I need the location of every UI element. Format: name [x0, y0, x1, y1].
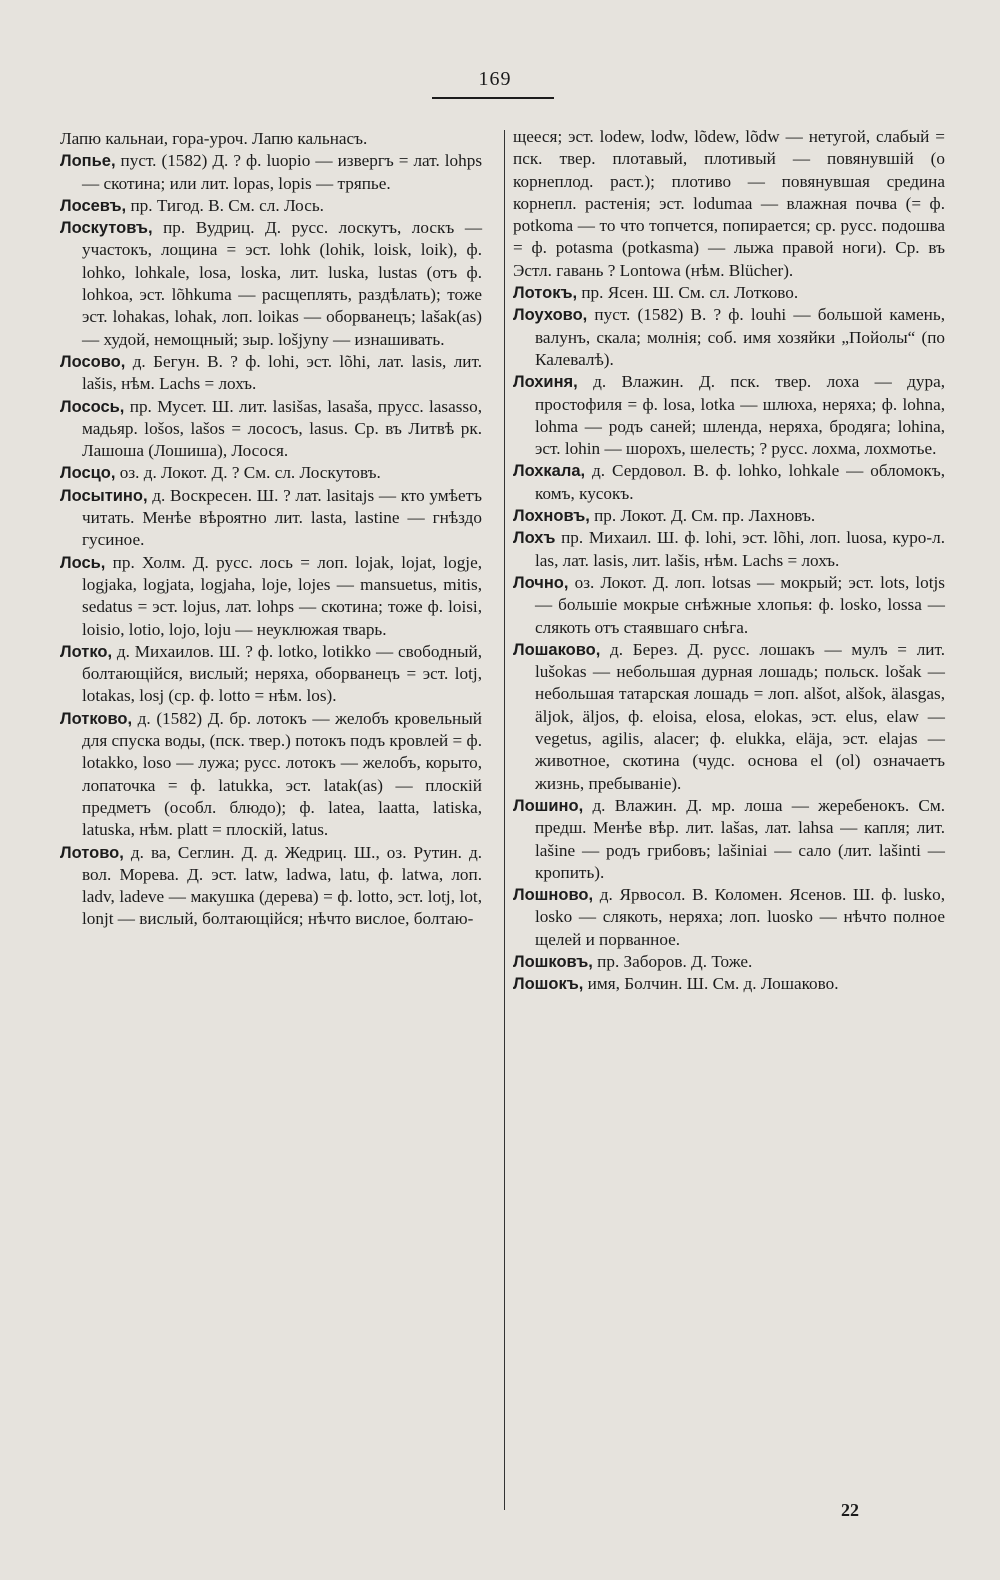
entry-text: щееся; эст. lodew, lodw, lõdew, lõdw — нетугой, слабый = пск. твер. плотавый, плотивый — повянувшій (о корнеплод. раст.); плотиво — повянувшая средина корнепл. растенія; эст. lodumaa — влажная почва (= ф. potkoma — то что топчется, попирается; ср. русс. подошва = ф. potasma (potkasma) — лыжа правой ноги). Ср. въ Эстл. гавань ? Lontowa (нѣм. Blücher). [513, 127, 945, 280]
dictionary-entry [60, 217, 482, 351]
entry-headword: Лохновъ, [513, 507, 590, 526]
entry-text: д. Сердовол. В. ф. lohko, lohkale — обломокъ, комъ, кусокъ. [535, 461, 946, 503]
dictionary-entry [513, 884, 945, 951]
entry-headword: Лотокъ, [513, 284, 578, 303]
dictionary-entry [513, 505, 945, 527]
dictionary-entry [60, 396, 482, 463]
dictionary-entry [513, 795, 945, 884]
entry-headword: Лочно, [513, 573, 569, 592]
dictionary-entry [513, 527, 945, 572]
dictionary-entry [513, 973, 945, 995]
entry-text: д. Ярвосол. В. Коломен. Ясенов. Ш. ф. lusko, losko — слякоть, неряха; лоп. luosko — нѣчто полное щелей и порванное. [535, 885, 945, 949]
entry-headword: Лоухово, [513, 306, 588, 325]
dictionary-entry [60, 842, 482, 931]
dictionary-entry [60, 485, 482, 552]
dictionary-entry [60, 462, 482, 484]
entry-headword: Лошокъ, [513, 975, 584, 994]
entry-headword: Лосось, [60, 397, 125, 416]
page-number: 169 [478, 68, 512, 90]
entry-text: д. Влажин. Д. пск. твер. лоха — дура, простофиля = ф. losa, lotka — шлюха, неряха; ф. lohna, lohma — родъ саней; шленда, неряха, бродяга; lohina, эст. lohin — шорохъ, шелесть; ? русс. лохма, лохмотье. [535, 372, 946, 459]
entry-text: пуст. (1582) В. ? ф. louhi — большой камень, валунъ, скала; молнія; соб. имя хозяйки „Пойолы“ (по Калевалѣ). [535, 305, 945, 369]
entry-text: пр. Тигод. В. См. сл. Лось. [130, 195, 324, 215]
dictionary-entry [60, 195, 482, 217]
entry-text: д. Влажин. Д. мр. лоша — жеребенокъ. См. предш. Менѣе вѣр. лит. lašas, лат. lahsa — капля; лит. lašine — родъ грибовъ; lašiniai — сало (лит. lašinti — кропить). [535, 795, 946, 882]
entry-headword: Лось, [60, 553, 106, 572]
right-column [513, 126, 945, 996]
dictionary-entry [513, 371, 945, 460]
entry-headword: Лоскутовъ, [60, 219, 153, 238]
entry-text: оз. Локот. Д. лоп. lotsas — мокрый; эст. lots, lotjs — большіе мокрые снѣжные хлопья: ф. losko, lossa — слякоть отъ стаявшаго снѣга. [535, 572, 945, 637]
dictionary-entry [60, 128, 482, 150]
header-rule [432, 97, 554, 99]
entry-text: пр. Мусет. Ш. лит. lasišas, lasaša, прусс. lasasso, мадьяр. lošos, lašos = лососъ, lasus. Ср. въ Литвѣ рк. Лашоша (Лошиша), Лосося. [82, 396, 483, 461]
entry-text: пр. Ясен. Ш. См. сл. Лотково. [581, 283, 799, 303]
dictionary-entry [60, 351, 482, 396]
dictionary-entry [60, 552, 482, 641]
entry-text: пр. Вудриц. Д. русс. лоскутъ, лоскъ — участокъ, лощина = эст. lohk (lohik, loisk, loik), ф. lohko, lohkale, losa, loska, лит. luska, lustas (отъ ф. lohkoa, эст. lõhkuma — расщеплять, раздѣлать); тоже эст. lohakas, lohak, лоп. loikas — оборванецъ; lašak(as) — худой, немощный; зыр. lošjyny — изнашивать. [82, 218, 483, 349]
dictionary-entry [513, 282, 945, 304]
dictionary-entry [513, 639, 945, 795]
entry-headword: Лотко, [60, 642, 113, 661]
entry-text: оз. д. Локот. Д. ? См. сл. Лоскутовъ. [119, 463, 381, 483]
entry-text: д. Берез. Д. русс. лошакъ — мулъ = лит. lušokas — небольшая дурная лошадь; польск. lošak — небольшая татарская лошадь = лоп. alšot, alšok, älasgas, äljok, äljos, ф. eloisa, elosa, elokas, эст. elus, elaw — vegetus, agilis, alacer; ф. elukka, eläja, эст. elajas — животное, скотина (чудс. основа el (ol) означаетъ жизнь, пребываніе). [535, 639, 946, 793]
left-column [60, 128, 482, 931]
entry-headword: Лосевъ, [60, 196, 127, 215]
entry-headword: Лохъ [513, 529, 556, 548]
dictionary-entry [60, 708, 482, 842]
dictionary-entry [513, 951, 945, 973]
entry-headword: Лосово, [60, 352, 126, 371]
entry-text: Лапю кальнаи, гора-уроч. Лапю кальнасъ. [60, 129, 368, 148]
entry-headword: Лохиня, [513, 373, 578, 392]
entry-headword: Лотово, [60, 843, 124, 862]
entry-text: д. Михаилов. Ш. ? ф. lotko, lotikko — свободный, болтающійся, вислый; неряха, оборванецъ = эст. lotj, lotakas, losj (ср. ф. lotto = нѣм. los). [82, 641, 483, 706]
entry-text: д. ва, Сеглин. Д. д. Жедриц. Ш., оз. Рутин. д. вол. Морева. Д. эст. latw, ladwa, latu, ф. latwa, лоп. ladv, ladeve — макушка (дерева) = ф. lotto, эст. lotj, lot, lonjt — вислый, болтающійся; нѣчто вислое, болтаю- [82, 842, 483, 929]
entry-text: пр. Михаил. Ш. ф. lohi, эст. lõhi, лоп. luosa, куро-л. las, лат. lasis, лит. lašis, нѣм. Lachs = лохъ. [535, 528, 945, 570]
entry-text: д. (1582) Д. бр. лотокъ — желобъ кровельный для спуска воды, (пск. твер.) потокъ подъ кровлей = ф. lotakko, loso — лужа; русс. лотокъ — желобъ, корыто, лопаточка = ф. latukka, эст. latak(as) — плоскій предметъ (особл. блюдо); ф. latea, laatta, latiska, latuska, нѣм. platt = плоскій, latus. [82, 708, 482, 840]
entry-headword: Лопье, [60, 152, 116, 171]
entry-headword: Лошаково, [513, 640, 601, 659]
entry-headword: Лошковъ, [513, 952, 593, 971]
entry-text: д. Воскресен. Ш. ? лат. lasitajs — кто умѣетъ читать. Менѣе вѣроятно лит. lasta, lastine — гнѣздо гусиное. [82, 485, 483, 550]
printer-signature: 22 [841, 1500, 859, 1520]
entry-headword: Лосытино, [60, 486, 148, 505]
dictionary-entry [60, 150, 482, 195]
entry-headword: Лошино, [513, 796, 584, 815]
entry-headword: Лошново, [513, 886, 594, 905]
dictionary-entry [60, 641, 482, 708]
entry-text: имя, Болчин. Ш. См. д. Лошаково. [587, 974, 839, 994]
entry-text: д. Бегун. В. ? ф. lohi, эст. lõhi, лат. lasis, лит. lašis, нѣм. Lachs = лохъ. [82, 351, 483, 394]
entry-text: пр. Холм. Д. русс. лось = лоп. lojak, lojat, logje, logjaka, logjata, logjaha, loje, lojes — mansuetus, mitis, sedatus = эст. lojus, лат. lohps — скотина; тоже ф. loisi, loisio, lotio, lojo, loju — неуклюжая тварь. [82, 552, 483, 639]
dictionary-entry [513, 572, 945, 639]
entry-text: пр. Заборов. Д. Тоже. [597, 951, 753, 971]
dictionary-entry [513, 126, 945, 282]
entry-headword: Лосцо, [60, 464, 116, 483]
dictionary-entry [513, 460, 945, 505]
column-divider [504, 130, 505, 1510]
entry-text: пр. Локот. Д. См. пр. Лахновъ. [594, 506, 816, 526]
dictionary-entry [513, 304, 945, 371]
entry-headword: Лотково, [60, 709, 133, 728]
entry-text: пуст. (1582) Д. ? ф. luopio — извергъ = лат. lohps — скотина; или лит. lopas, lopis — тряпье. [82, 151, 483, 193]
entry-headword: Лохкала, [513, 462, 586, 481]
